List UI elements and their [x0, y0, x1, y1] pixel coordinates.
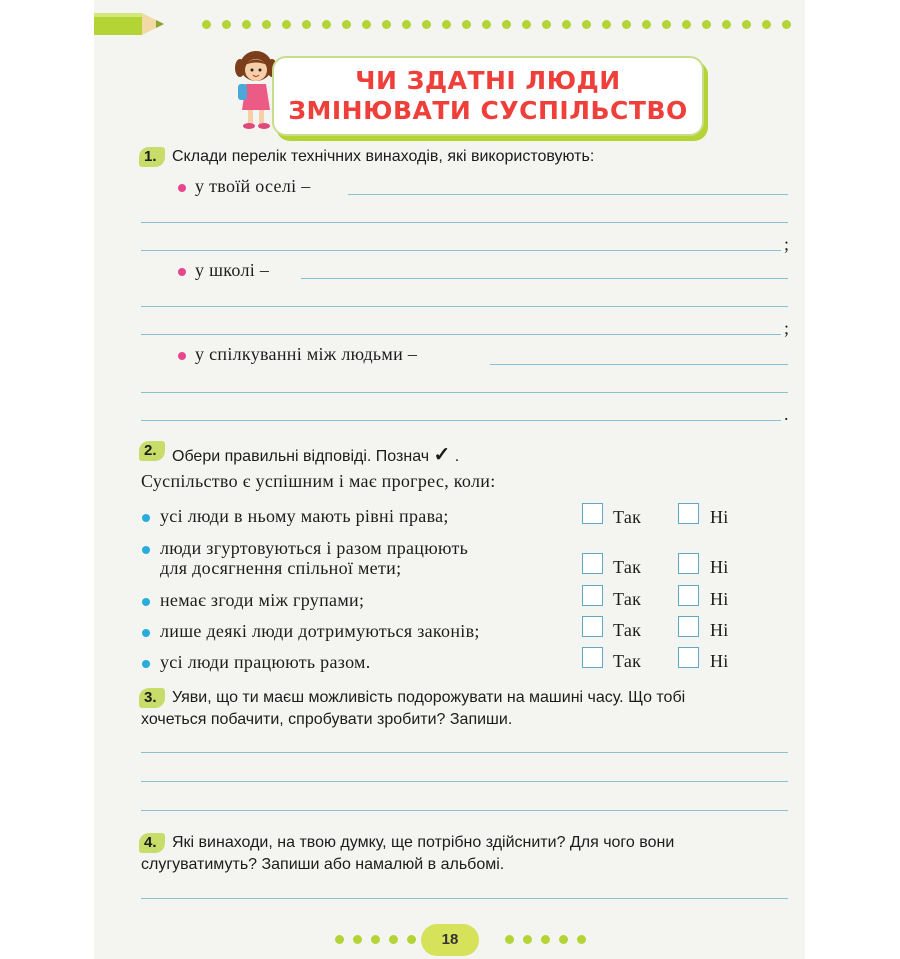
bullet-blue — [142, 598, 150, 606]
statement-text: усі люди працюють разом. — [160, 652, 371, 672]
bullet-blue — [142, 660, 150, 668]
task3-text-line2: хочеться побачити, спробувати зробити? Запиши. — [141, 711, 513, 728]
bullet-blue — [142, 546, 150, 554]
answer-line[interactable] — [141, 420, 781, 421]
task1-item-home: у твоїй оселі – — [195, 176, 311, 196]
answer-line[interactable] — [141, 898, 788, 899]
yes-label: Так — [613, 620, 642, 640]
no-checkbox[interactable] — [678, 503, 699, 524]
task1-number: 1. — [144, 148, 157, 165]
answer-line[interactable] — [141, 222, 788, 223]
yes-checkbox[interactable] — [582, 616, 603, 637]
yes-label: Так — [613, 589, 642, 609]
no-checkbox[interactable] — [678, 647, 699, 668]
no-checkbox[interactable] — [678, 585, 699, 606]
task2-number: 2. — [144, 442, 157, 459]
title-box — [272, 56, 704, 136]
no-label: Ні — [710, 557, 729, 577]
task3-text-line1: Уяви, що ти маєш можливість подорожувати на машині часу. Що тобі — [172, 689, 686, 706]
bullet-pink — [178, 184, 186, 192]
task2-period: . — [454, 448, 460, 465]
answer-line[interactable] — [141, 334, 781, 335]
yes-label: Так — [613, 507, 642, 527]
answer-line[interactable] — [141, 392, 788, 393]
line-end-period: . — [784, 404, 789, 424]
title-line-1: ЧИ ЗДАТНІ ЛЮДИ — [355, 66, 621, 95]
title-line-2: ЗМІНЮВАТИ СУСПІЛЬСТВО — [288, 96, 688, 125]
bullet-blue — [142, 514, 150, 522]
yes-label: Так — [613, 651, 642, 671]
answer-line[interactable] — [490, 364, 788, 365]
statement-text: усі люди в ньому мають рівні права; — [160, 506, 449, 526]
answer-line[interactable] — [141, 306, 788, 307]
task2-instruction: Обери правильні відповіді. Познач — [172, 448, 430, 465]
no-checkbox[interactable] — [678, 553, 699, 574]
answer-line[interactable] — [301, 278, 788, 279]
workbook-page — [94, 0, 805, 959]
pencil-icon — [94, 8, 174, 42]
check-mark-icon: ✓ — [433, 444, 451, 466]
answer-line[interactable] — [141, 250, 781, 251]
answer-line[interactable] — [141, 810, 788, 811]
bullet-pink — [178, 352, 186, 360]
bullet-blue — [142, 629, 150, 637]
task2-text — [172, 442, 459, 467]
statement-text: немає згоди між групами; — [160, 590, 365, 610]
statement-text-line2: для досягнення спільної мети; — [160, 558, 402, 578]
no-label: Ні — [710, 589, 729, 609]
task1-item-communication: у спілкуванні між людьми – — [195, 344, 418, 364]
bullet-pink — [178, 268, 186, 276]
task3-number: 3. — [144, 689, 157, 706]
statement-text: люди згуртовуються і разом працюють — [160, 538, 469, 558]
task1-text: Склади перелік технічних винаходів, які використовують: — [172, 148, 595, 165]
page-number: 18 — [421, 924, 479, 956]
no-label: Ні — [710, 507, 729, 527]
answer-line[interactable] — [141, 752, 788, 753]
task2-lead: Суспільство є успішним і має прогрес, коли: — [141, 471, 496, 491]
task1-item-school: у школі – — [195, 260, 270, 280]
no-label: Ні — [710, 651, 729, 671]
no-label: Ні — [710, 620, 729, 640]
task4-text-line2: слугуватимуть? Запиши або намалюй в альбомі. — [141, 856, 505, 873]
answer-line[interactable] — [141, 781, 788, 782]
yes-label: Так — [613, 557, 642, 577]
top-dot-row — [202, 20, 802, 30]
answer-line[interactable] — [348, 194, 788, 195]
line-end-semicolon: ; — [784, 318, 790, 338]
yes-checkbox[interactable] — [582, 647, 603, 668]
line-end-semicolon: ; — [784, 234, 790, 254]
task4-number: 4. — [144, 834, 157, 851]
task4-text-line1: Які винаходи, на твою думку, ще потрібно здійснити? Для чого вони — [172, 834, 675, 851]
no-checkbox[interactable] — [678, 616, 699, 637]
yes-checkbox[interactable] — [582, 503, 603, 524]
yes-checkbox[interactable] — [582, 553, 603, 574]
statement-text: лише деякі люди дотримуються законів; — [160, 621, 480, 641]
yes-checkbox[interactable] — [582, 585, 603, 606]
